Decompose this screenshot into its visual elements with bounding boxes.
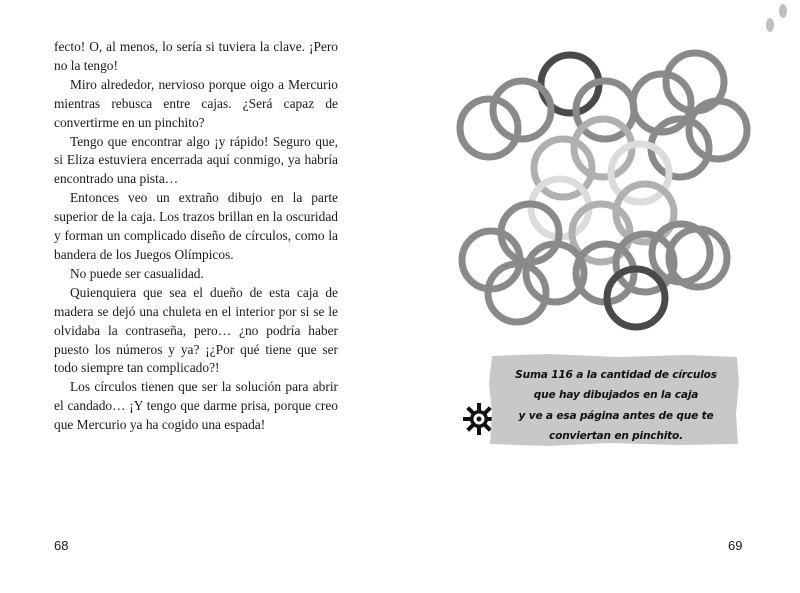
rings-group	[460, 53, 747, 327]
puzzle-ring	[460, 99, 518, 157]
paragraph: Quienquiera que sea el dueño de esta caja de madera se dejó una chuleta en el interior por si se le olvidaba la contraseña, pero… ¿no podría haber puesto los números y ya? ¡¿Por qué tiene que ser todo siempre tan complicado?!	[54, 284, 338, 376]
page-number-left: 68	[54, 538, 69, 553]
footprint-drops-icon	[761, 0, 793, 40]
paragraph: Los círculos tienen que ser la solución para abrir el candado… ¡Y tengo que darme prisa, porque creo que Mercurio ya ha cogido una espada!	[54, 379, 338, 433]
page-number-right: 69	[728, 538, 743, 553]
clue-line: conviertan en pinchito.	[549, 430, 683, 443]
story-text	[54, 38, 338, 435]
paragraph: Entonces veo un extraño dibujo en la parte superior de la caja. Los trazos brillan en la oscuridad y forman un complicado diseño de círculos, como la bandera de los Juegos Olímpicos.	[54, 190, 338, 262]
paragraph: Tengo que encontrar algo ¡y rápido! Seguro que, si Eliza estuviera encerrada aquí conmigo, ya habría encontrado una pista…	[54, 133, 338, 187]
puzzle-ring	[493, 81, 551, 139]
clue-line: y ve a esa página antes de que te	[518, 409, 714, 422]
paragraph: Miro alrededor, nervioso porque oigo a Mercurio mientras rebusca entre cajas. ¿Será capaz de convertirme en un pinchito?	[54, 76, 338, 130]
paragraph: fecto! O, al menos, lo sería si tuviera la clave. ¡Pero no la tengo!	[54, 39, 338, 73]
clue-line: Suma 116 a la cantidad de círculos	[515, 369, 717, 381]
clue-line: que hay dibujados en la caja	[533, 389, 699, 402]
paragraph: No puede ser casualidad.	[70, 265, 204, 281]
clue-box	[488, 353, 740, 447]
puzzle-ring	[689, 101, 747, 159]
clue-text	[500, 365, 732, 447]
olympic-rings-puzzle	[455, 48, 755, 338]
